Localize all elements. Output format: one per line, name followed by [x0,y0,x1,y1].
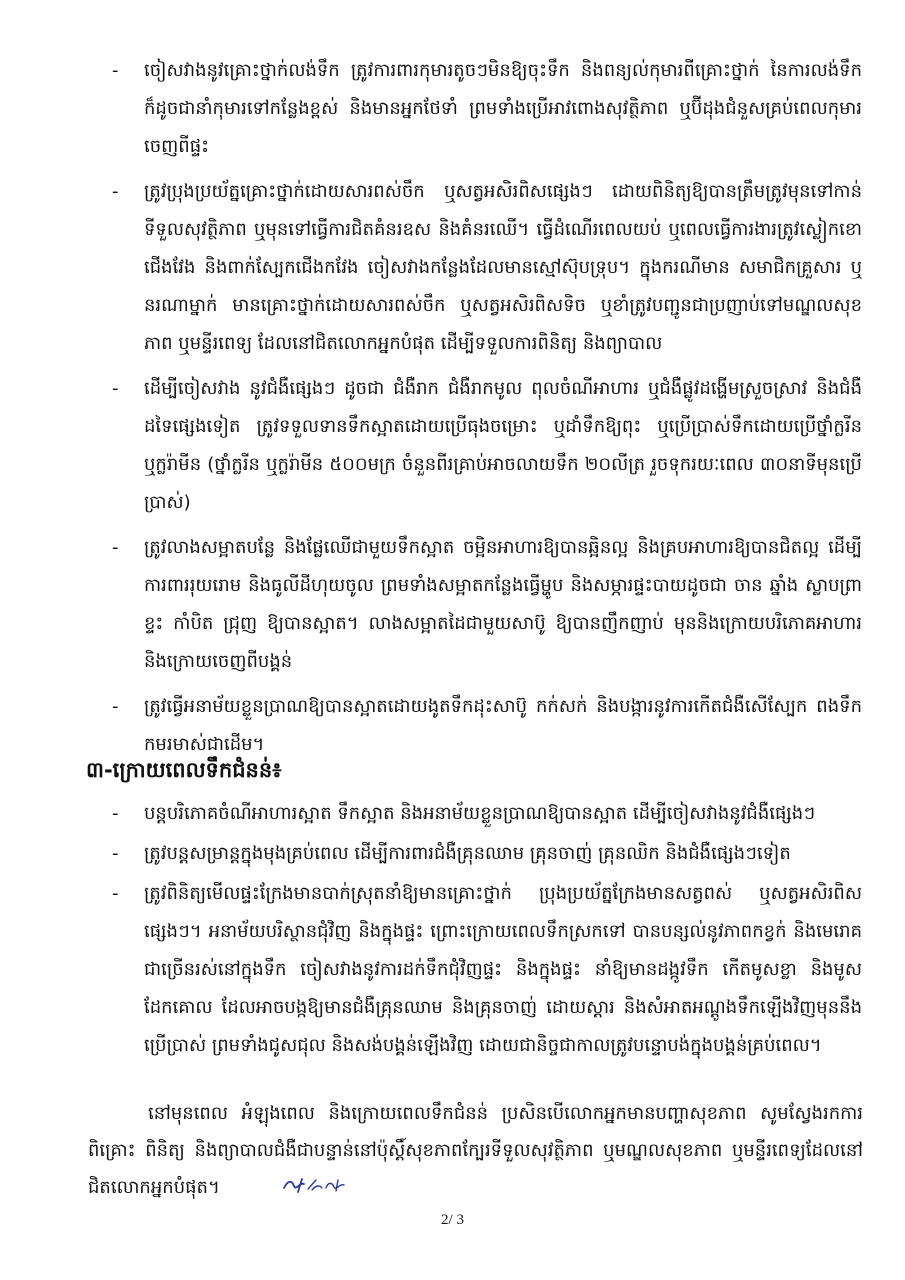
bullet-text: ត្រូវបន្តសម្រាន្តក្នុងមុងគ្រប់ពេល ដើម្បីការពារជំងឺគ្រុនឈាម គ្រុនចាញ់ គ្រុនឈិក និងជំងឺផ្សេងៗទៀត [144,843,791,864]
bullet-dash: - [112,696,119,717]
bullet-item [112,835,862,873]
bullet-dash: - [112,883,119,904]
closing-paragraph [88,1095,863,1207]
bullet-dash: - [112,181,119,202]
bullet-item [112,529,862,681]
bullet-text: បន្តបរិភោគចំណីអាហារស្អាត ទឹកស្អាត និងអនាម័យខ្លួនប្រាណឱ្យបានស្អាត ដើម្បីចៀសវាងនូវជំងឺផ្សេងៗ [144,803,816,824]
bullet-dash: - [112,60,119,81]
bullet-dash: - [112,803,119,824]
section-heading: ៣-ក្រោយពេលទឹកជំនន់៖ [86,758,282,782]
bullet-text: ត្រូវធ្វើអនាម័យខ្លួនប្រាណឱ្យបានស្អាតដោយងូតទឹកដុះសាប៊ូ កក់សក់ និងបង្ការនូវការកើតជំងឺសើស្បែក ពងទឹក កមរមាស់ជាដើម។ [144,696,862,755]
closing-paragraph-text: នៅមុនពេល អំឡុងពេល និងក្រោយពេលទឹកជំនន់ ប្រសិនបើលោកអ្នកមានបញ្ហាសុខភាព សូមស្វែងរកការពិគ្រោះ ពិនិត្យ និងព្យាបាលជំងឺជាបន្ទាន់នៅប៉ុស្តិ៍សុខភាពក្បែរទីទួលសុវត្ថិភាព ឬមណ្ឌលសុខភាព ឬមន្ទីរពេទ្យដែលនៅជិតលោកអ្នកបំផុត។ [88,1103,863,1198]
bullet-list-part2 [112,795,862,1067]
bullet-text: ដើម្បីចៀសវាង នូវជំងឺផ្សេងៗ ដូចជា ជំងឺរាក ជំងឺរាកមូល ពុលចំណីអាហារ ឬជំងឺផ្លូវដង្ហើមស្រួចស្រាវ និងជំងឺដទៃផ្សេងទៀត ត្រូវទទួលទានទឹកស្អាតដោយប្រើធុងចម្រោះ ឬដាំទឹកឱ្យពុះ ឬប្រើប្រាស់ទឹកដោយប្រើថ្នាំក្លរីន ឬក្លរ៉ាមីន (ថ្នាំក្លរីន ឬក្លរ៉ាមីន ៥០០មក្រ ចំនួនពីរគ្រាប់អាចលាយទឹក ២០លីត្រ រួចទុករយៈពេល ៣០នាទីមុនប្រើប្រាស់) [144,378,862,513]
bullet-text: ចៀសវាងនូវគ្រោះថ្នាក់លង់ទឹក ត្រូវការពារកុមារតូចៗមិនឱ្យចុះទឹក និងពន្យល់កុមារពីគ្រោះថ្នាក់ នៃការលង់ទឹក ក៏ដូចជានាំកុមារទៅកន្លែងខ្ពស់ និងមានអ្នកថែទាំ ព្រមទាំងប្រើអាវពោងសុវត្ថិភាព ឬប៊ីដុងជំនួសគ្រប់ពេលកុមារចេញពីផ្ទះ [144,60,862,157]
bullet-dash: - [112,537,119,558]
bullet-item [112,795,862,833]
bullet-item [112,875,862,1065]
bullet-text: ត្រូវប្រុងប្រយ័ត្នគ្រោះថ្នាក់ដោយសារពស់ចឹក ឬសត្វអសិរពិសផ្សេងៗ ដោយពិនិត្យឱ្យបានត្រឹមត្រូវមុនទៅកាន់ទីទួលសុវត្ថិភាព ឬមុនទៅធ្វើការជិតគំនរឧស និងគំនរឈើ។ ធ្វើដំណើរពេលយប់ ឬពេលធ្វើការងារត្រូវស្លៀកខោជើងវែង និងពាក់ស្បែកជើងកវែង ចៀសវាងកន្លែងដែលមានស្មៅស៊ុបទ្រុប។ ក្នុងករណីមាន សមាជិកគ្រួសារ ឬនរណាម្នាក់ មានគ្រោះថ្នាក់ដោយសារពស់ចឹក ឬសត្វអសិរពិសទិច ឬខាំត្រូវបញ្ជូនជាប្រញាប់ទៅមណ្ឌលសុខភាព ឬមន្ទីរពេទ្យ ដែលនៅជិតលោកអ្នកបំផុត ដើម្បីទទួលការពិនិត្យ និងព្យាបាល [144,181,862,354]
bullet-dash: - [112,843,119,864]
bullet-text: ត្រូវលាងសម្អាតបន្លែ និងផ្លែឈើជាមួយទឹកស្អាត ចម្អិនអាហារឱ្យបានឆ្អិនល្អ និងគ្របអាហារឱ្យបានជិតល្អ ដើម្បីការពាររុយរោម និងធូលីដីហុយចូល ព្រមទាំងសម្អាតកន្លែងធ្វើម្ហូប និងសម្ភារផ្ទះបាយដូចជា ចាន ឆ្នាំង ស្លាបព្រា ខ្ទះ កាំបិត ជ្រុញ ឱ្យបានស្អាត។ លាងសម្អាតដៃជាមួយសាប៊ូ ឱ្យបានញឹកញាប់ មុននិងក្រោយបរិភោគអាហារ និងក្រោយចេញពីបង្គន់ [144,537,862,672]
bullet-dash: - [112,378,119,399]
bullet-list-part1 [112,52,862,771]
handwritten-initials [222,1170,348,1207]
bullet-item [112,173,862,363]
bullet-item [112,52,862,166]
bullet-item [112,370,862,522]
page-number: 2/ 3 [441,1212,464,1228]
bullet-text: ត្រូវពិនិត្យមើលផ្ទះក្រែងមានបាក់ស្រុតនាំឱ្យមានគ្រោះថ្នាក់ ប្រុងប្រយ័ត្នក្រែងមានសត្វពស់ ឬសត្វអសិរពិសផ្សេងៗ។ អនាម័យបរិស្ថានជុំវិញ និងក្នុងផ្ទះ ព្រោះក្រោយពេលទឹកស្រកទៅ បានបន្សល់នូវភាពកខ្វក់ និងមេរោគជាច្រើនរស់នៅក្នុងទឹក ចៀសវាងនូវការដក់ទឹកជុំវិញផ្ទះ និងក្នុងផ្ទះ នាំឱ្យមានដង្កូវទឹក កើតមូសខ្លា និងមូសដែកគោល ដែលអាចបង្កឱ្យមានជំងឺគ្រុនឈាម និងគ្រុនចាញ់ ដោយស្តារ និងសំអាតអណ្តូងទឹកឡើងវិញមុននឹងប្រើប្រាស់ ព្រមទាំងជូសជុល និងសង់បង្គន់ឡើងវិញ ដោយជានិច្ចជាកាលត្រូវបន្ទោបង់ក្នុងបង្គន់គ្រប់ពេល។ [144,883,862,1056]
